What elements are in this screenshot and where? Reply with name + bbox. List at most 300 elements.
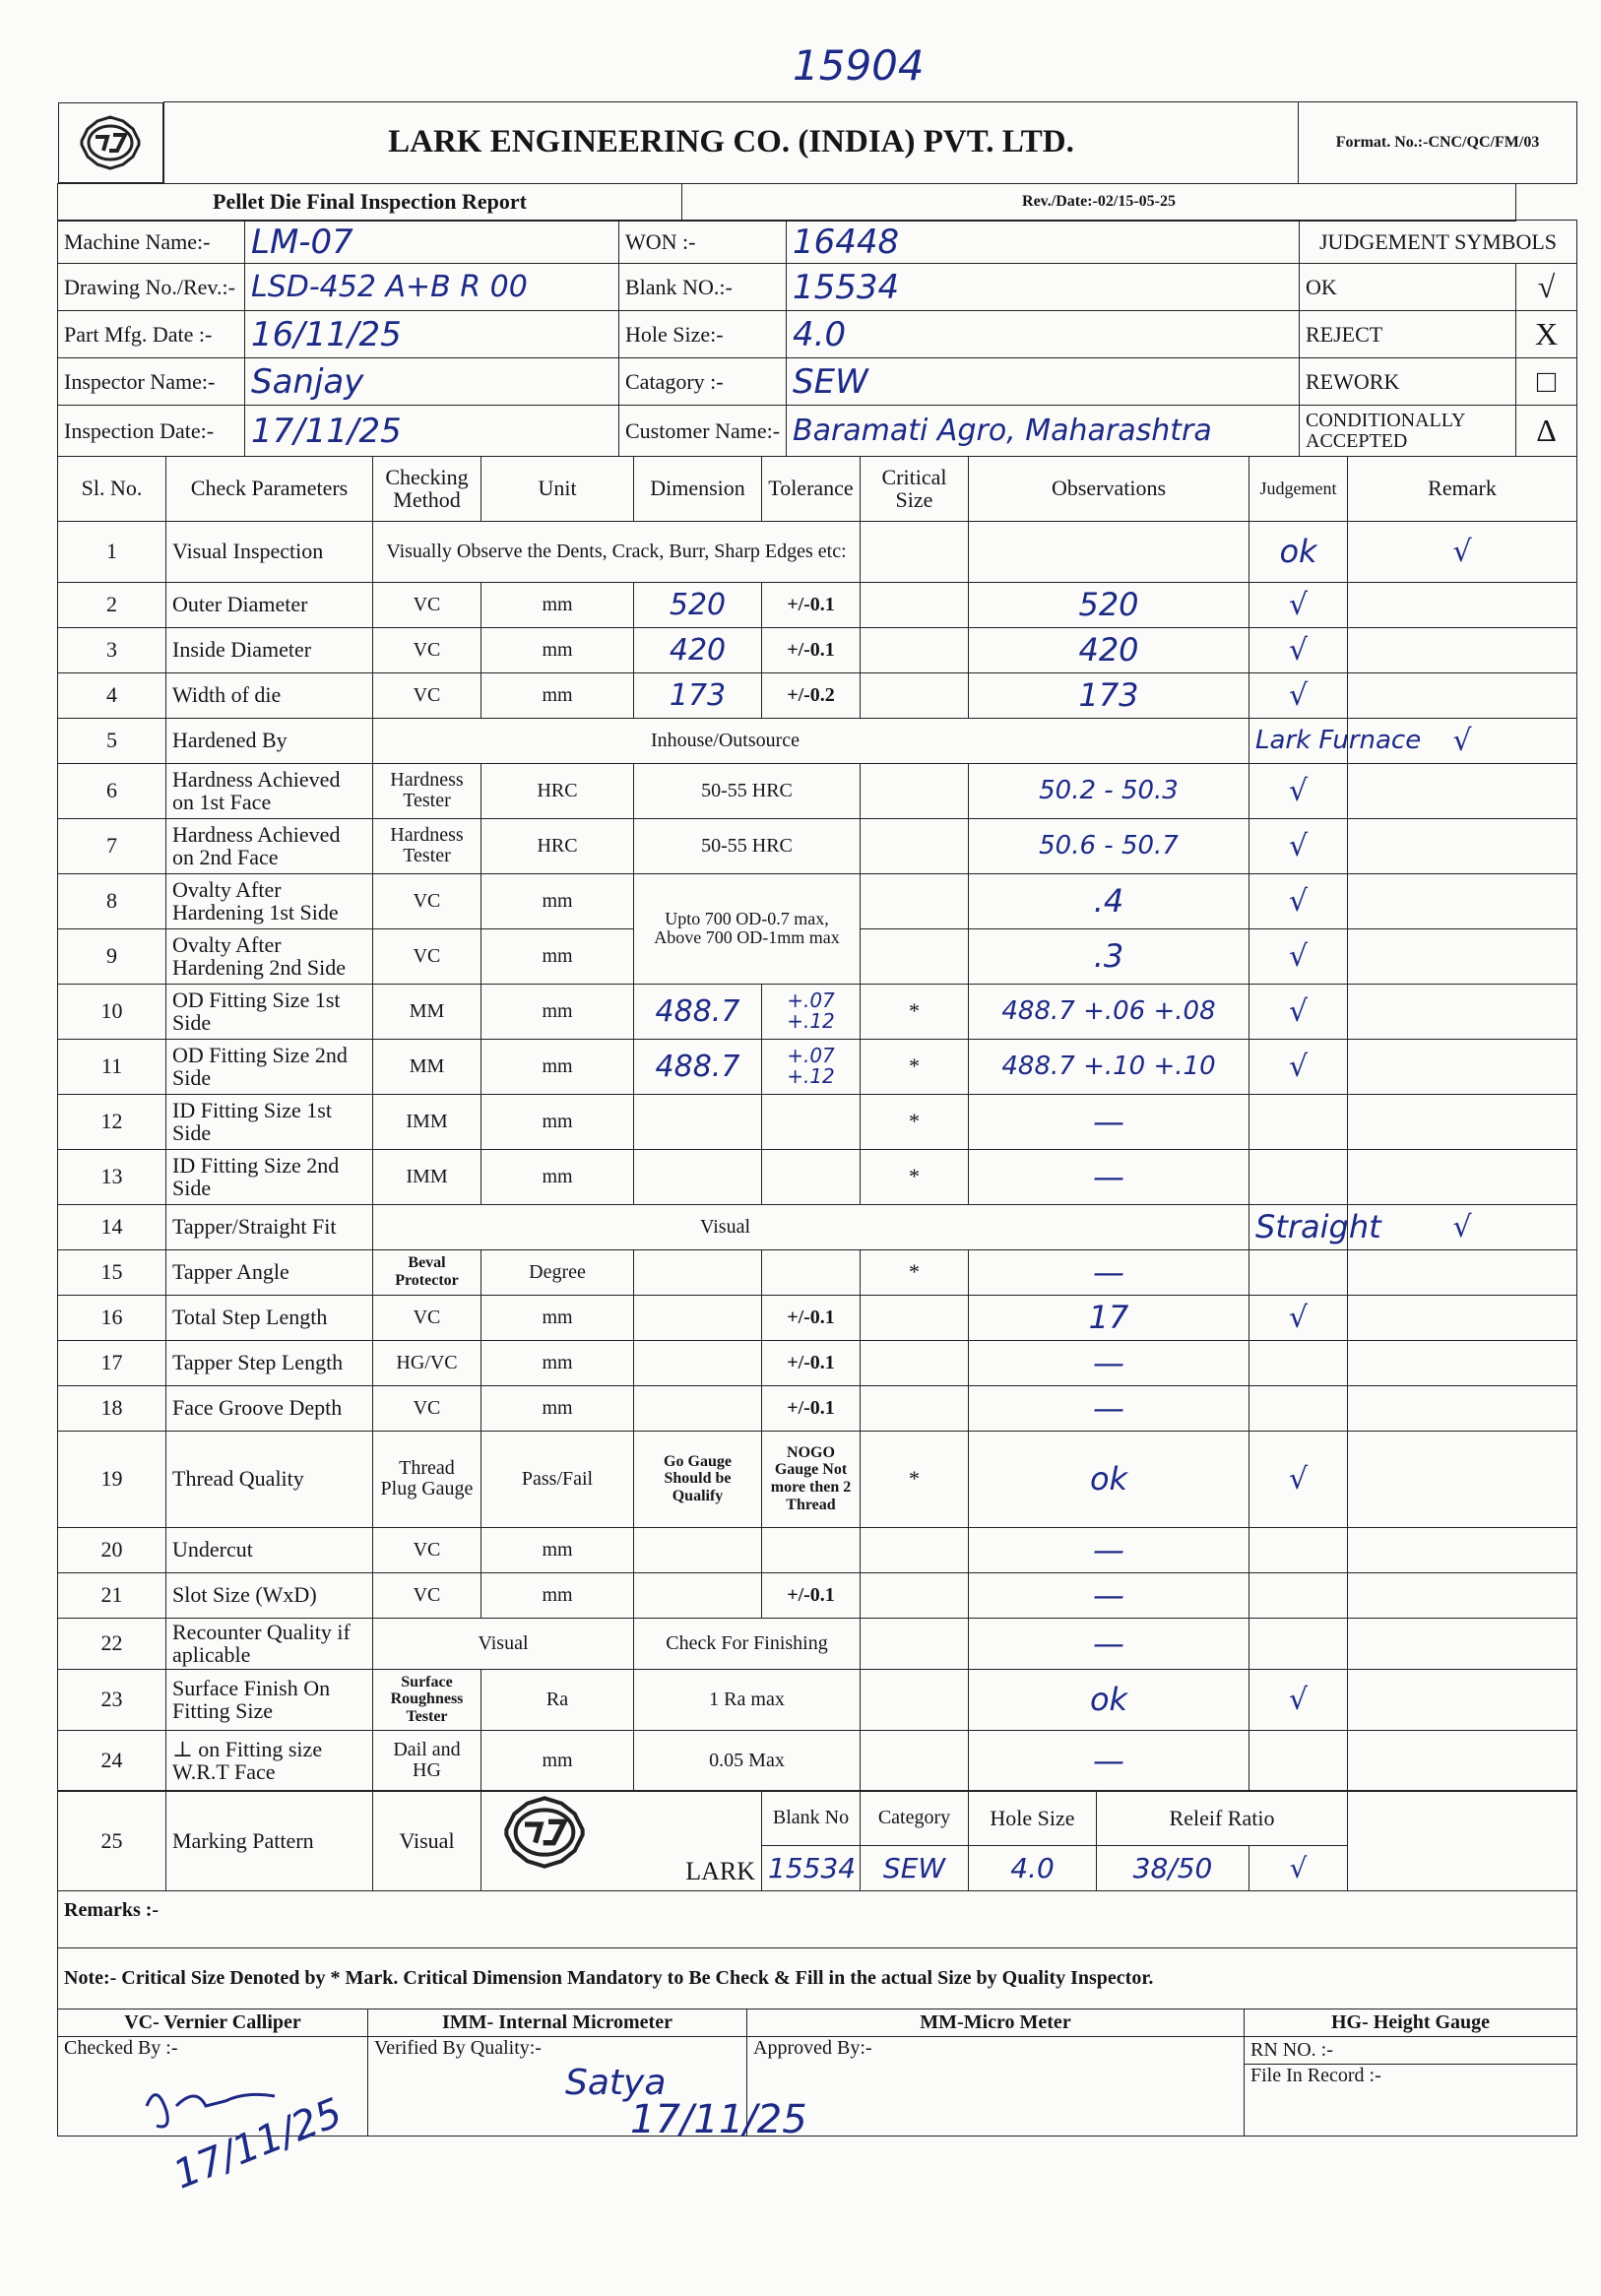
row-method: Hardness Tester (373, 763, 481, 818)
mfg-date-label: Part Mfg. Date :- (58, 311, 245, 358)
row-number: 14 (58, 1204, 166, 1249)
row-critical-mark (861, 763, 969, 818)
row-dimension: 173 (634, 672, 762, 718)
row-unit: mm (481, 1572, 634, 1618)
table-row (58, 1295, 1577, 1340)
format-number: Format. No.:-CNC/QC/FM/03 (1299, 102, 1577, 184)
row-dimension (634, 1295, 762, 1340)
row-method: MM (373, 984, 481, 1039)
row-remark (1348, 1340, 1577, 1385)
row-unit: mm (481, 984, 634, 1039)
row-method: IMM (373, 1094, 481, 1149)
row-judgement (1249, 1385, 1348, 1431)
table-row (58, 582, 1577, 627)
row-judgement (1249, 1149, 1348, 1204)
row-critical-mark (861, 1730, 969, 1791)
hole-size-label: Hole Size:- (619, 311, 787, 358)
row-observation: 173 (969, 672, 1249, 718)
inspection-date-value: 17/11/25 (245, 406, 619, 457)
row-dimension: Go Gauge Should be Qualify (634, 1431, 762, 1527)
row-remark (1348, 1149, 1577, 1204)
row-judgement: √ (1249, 984, 1348, 1039)
row-number: 7 (58, 818, 166, 873)
inspection-sheet (57, 101, 1576, 2103)
row-method: VC (373, 672, 481, 718)
row-dimension (634, 1094, 762, 1149)
row-critical-mark (861, 1295, 969, 1340)
row-method: VC (373, 873, 481, 928)
row-observation: — (969, 1527, 1249, 1572)
column-header: Remark (1348, 456, 1577, 521)
row-method: Surface Roughness Tester (373, 1669, 481, 1730)
column-header-row (58, 456, 1577, 521)
row-method: Beval Protector (373, 1249, 481, 1295)
verified-signature: Satya (565, 2062, 667, 2103)
row-dimension: 488.7 (634, 984, 762, 1039)
row-observation: 488.7 +.06 +.08 (969, 984, 1249, 1039)
row-observation: .4 (969, 873, 1249, 928)
table-row (58, 1572, 1577, 1618)
row-observation: Straight (1249, 1204, 1348, 1249)
row-unit: mm (481, 1094, 634, 1149)
row-method: VC (373, 1572, 481, 1618)
row-unit: mm (481, 582, 634, 627)
row-method: VC (373, 928, 481, 984)
table-row (58, 1669, 1577, 1730)
remarks-label: Remarks :- (58, 1890, 1577, 1947)
row-number: 21 (58, 1572, 166, 1618)
checked-by-label: Checked By :- (64, 2036, 178, 2059)
row-observation: ok (969, 1669, 1249, 1730)
row-check-parameter: Face Groove Depth (166, 1385, 373, 1431)
table-row (58, 1094, 1577, 1149)
row-observation: — (969, 1730, 1249, 1791)
blank-no-label: Blank NO.:- (619, 264, 787, 311)
column-header: Critical Size (861, 456, 969, 521)
table-row (58, 1618, 1577, 1669)
table-row (58, 1149, 1577, 1204)
row-remark (1348, 1572, 1577, 1618)
row-remark (1348, 1730, 1577, 1791)
row-tolerance: +/-0.2 (762, 672, 861, 718)
row-number: 8 (58, 873, 166, 928)
judgement-symbols-title: JUDGEMENT SYMBOLS (1300, 221, 1577, 264)
category-label: Catagory :- (619, 358, 787, 406)
row-method-span: Visually Observe the Dents, Crack, Burr, Sharp Edges etc: (373, 521, 861, 582)
row-tolerance: +.07 +.12 (762, 1039, 861, 1094)
inspection-table (57, 456, 1577, 1792)
marking-category-value: SEW (861, 1846, 969, 1891)
row-specification: 50-55 HRC (634, 763, 861, 818)
symbol-rework: □ (1516, 358, 1577, 406)
symbol-rework-label: REWORK (1300, 358, 1516, 406)
row-check-parameter: ID Fitting Size 2nd Side (166, 1149, 373, 1204)
row-remark (1348, 672, 1577, 718)
row-observation: 520 (969, 582, 1249, 627)
row-observation: 17 (969, 1295, 1249, 1340)
row-critical-mark (861, 1669, 969, 1730)
row-judgement: √ (1249, 1431, 1348, 1527)
header-table (57, 101, 1577, 222)
machine-name-value: LM-07 (245, 221, 619, 264)
row-observation: — (969, 1149, 1249, 1204)
row-number: 24 (58, 1730, 166, 1791)
row-observation: Lark Furnace (1249, 718, 1348, 763)
row-tolerance (762, 1094, 861, 1149)
row-method-span: Inhouse/Outsource (373, 718, 1249, 763)
approved-by-cell (747, 2036, 1245, 2136)
row-judgement: √ (1249, 1295, 1348, 1340)
row-check-parameter: Outer Diameter (166, 582, 373, 627)
row-tolerance (762, 1249, 861, 1295)
row-remark (1348, 627, 1577, 672)
marking-row-param: Marking Pattern (166, 1791, 373, 1891)
row-check-parameter: Undercut (166, 1527, 373, 1572)
row-number: 11 (58, 1039, 166, 1094)
row-critical-mark (861, 1340, 969, 1385)
marking-header-blank: Blank No (762, 1791, 861, 1846)
row-unit: mm (481, 1527, 634, 1572)
row-number: 23 (58, 1669, 166, 1730)
blank-no-value: 15534 (787, 264, 1300, 311)
row-critical-mark: * (861, 1039, 969, 1094)
row-method-span: Visual (373, 1204, 1249, 1249)
row-judgement (1249, 1618, 1348, 1669)
critical-note: Note:- Critical Size Denoted by * Mark. Critical Dimension Mandatory to Be Check & Fill in the actual Size by Quality Inspector. (58, 1947, 1577, 2009)
approved-by-label: Approved By:- (753, 2036, 872, 2059)
row-remark (1348, 1094, 1577, 1149)
marking-remark (1348, 1791, 1577, 1891)
row-method: VC (373, 1385, 481, 1431)
row-tolerance (762, 1149, 861, 1204)
row-tolerance: +/-0.1 (762, 582, 861, 627)
table-row (58, 763, 1577, 818)
row-critical-mark: * (861, 1249, 969, 1295)
row-method: IMM (373, 1149, 481, 1204)
company-logo (58, 102, 164, 183)
row-check-parameter: ⊥ on Fitting size W.R.T Face (166, 1730, 373, 1791)
inspection-date-label: Inspection Date:- (58, 406, 245, 457)
row-number: 22 (58, 1618, 166, 1669)
legend-hg: HG- Height Gauge (1245, 2009, 1577, 2036)
row-check-parameter: Tapper/Straight Fit (166, 1204, 373, 1249)
row-judgement: √ (1249, 672, 1348, 718)
row-critical-mark (861, 627, 969, 672)
row-unit: mm (481, 928, 634, 984)
mfg-date-value: 16/11/25 (245, 311, 619, 358)
row-judgement (1249, 1094, 1348, 1149)
symbol-ok-label: OK (1300, 264, 1516, 311)
row-unit: mm (481, 1385, 634, 1431)
row-critical (969, 521, 1249, 582)
row-method: VC (373, 582, 481, 627)
row-specification: Check For Finishing (634, 1618, 861, 1669)
symbol-reject: X (1516, 311, 1577, 358)
row-method-span: Visual (373, 1618, 634, 1669)
row-dimension (634, 1149, 762, 1204)
table-row (58, 627, 1577, 672)
row-method: HG/VC (373, 1340, 481, 1385)
marking-judgement: √ (1249, 1846, 1348, 1891)
row-observation: 50.2 - 50.3 (969, 763, 1249, 818)
row-check-parameter: Recounter Quality if aplicable (166, 1618, 373, 1669)
row-check-parameter: ID Fitting Size 1st Side (166, 1094, 373, 1149)
row-unit: HRC (481, 818, 634, 873)
won-label: WON :- (619, 221, 787, 264)
row-observation: — (969, 1094, 1249, 1149)
row-tolerance: NOGO Gauge Not more then 2 Thread (762, 1431, 861, 1527)
marking-row-method: Visual (373, 1791, 481, 1891)
top-handwritten-number: 15904 (793, 41, 925, 90)
row-number: 10 (58, 984, 166, 1039)
footer-table (57, 1890, 1577, 2137)
row-unit: mm (481, 873, 634, 928)
row-remark (1348, 1039, 1577, 1094)
row-check-parameter: Thread Quality (166, 1431, 373, 1527)
marking-hole-value: 4.0 (969, 1846, 1097, 1891)
symbol-ok: √ (1516, 264, 1577, 311)
row-observation: 420 (969, 627, 1249, 672)
row-unit: mm (481, 1295, 634, 1340)
symbol-reject-label: REJECT (1300, 311, 1516, 358)
row-judgement (1249, 1340, 1348, 1385)
row-judgement (1249, 1572, 1348, 1618)
row-critical-mark (861, 873, 969, 928)
row-judgement: √ (1249, 1039, 1348, 1094)
row-number: 16 (58, 1295, 166, 1340)
row-method: VC (373, 1295, 481, 1340)
row-check-parameter: Inside Diameter (166, 627, 373, 672)
row-number: 6 (58, 763, 166, 818)
table-row (58, 718, 1577, 763)
row-check-parameter: Tapper Angle (166, 1249, 373, 1295)
row-check-parameter: Hardness Achieved on 1st Face (166, 763, 373, 818)
row-unit: mm (481, 627, 634, 672)
row-check-parameter: Tapper Step Length (166, 1340, 373, 1385)
table-row (58, 984, 1577, 1039)
row-judgement (1249, 1730, 1348, 1791)
row-remark (1348, 1249, 1577, 1295)
row-check-parameter: Ovalty After Hardening 2nd Side (166, 928, 373, 984)
row-remark (1348, 1618, 1577, 1669)
row-remark (1348, 1385, 1577, 1431)
row-observation: ok (969, 1431, 1249, 1527)
row-check-parameter: OD Fitting Size 1st Side (166, 984, 373, 1039)
row-judgement: √ (1348, 521, 1577, 582)
row-critical (861, 1618, 969, 1669)
row-critical-mark (861, 1572, 969, 1618)
hole-size-value: 4.0 (787, 311, 1300, 358)
column-header: Observations (969, 456, 1249, 521)
row-method: Hardness Tester (373, 818, 481, 873)
table-row (58, 873, 1577, 928)
legend-imm: IMM- Internal Micrometer (368, 2009, 747, 2036)
row-tolerance: +/-0.1 (762, 1340, 861, 1385)
row-remark (1348, 873, 1577, 928)
row-dimension (634, 1340, 762, 1385)
row-unit: mm (481, 1340, 634, 1385)
row-check-parameter: Total Step Length (166, 1295, 373, 1340)
column-header: Judgement (1249, 456, 1348, 521)
table-row (58, 1431, 1577, 1527)
row-observation: — (969, 1572, 1249, 1618)
row-number: 15 (58, 1249, 166, 1295)
row-judgement (1249, 1527, 1348, 1572)
row-number: 9 (58, 928, 166, 984)
marking-lark-text: LARK (685, 1857, 755, 1885)
row-unit: Ra (481, 1669, 634, 1730)
legend-vc: VC- Vernier Calliper (58, 2009, 368, 2036)
row-unit: mm (481, 1039, 634, 1094)
gear-logo-icon (66, 113, 155, 172)
row-observation: — (969, 1249, 1249, 1295)
legend-mm: MM-Micro Meter (747, 2009, 1245, 2036)
file-in-record-label: File In Record :- (1245, 2064, 1577, 2136)
row-critical-mark (861, 1385, 969, 1431)
row-check-parameter: Width of die (166, 672, 373, 718)
row-unit: mm (481, 672, 634, 718)
row-number: 4 (58, 672, 166, 718)
row-critical-mark: * (861, 1149, 969, 1204)
marking-header-category: Category (861, 1791, 969, 1846)
marking-header-relief: Releif Ratio (1097, 1791, 1348, 1846)
row-check-parameter: Slot Size (WxD) (166, 1572, 373, 1618)
row-judgement: √ (1348, 1204, 1577, 1249)
row-dimension: 488.7 (634, 1039, 762, 1094)
row-tolerance: +/-0.1 (762, 627, 861, 672)
row-critical-mark (861, 928, 969, 984)
row-specification: 50-55 HRC (634, 818, 861, 873)
table-row (58, 1204, 1577, 1249)
marking-table (57, 1790, 1577, 1891)
row-check-parameter: Visual Inspection (166, 521, 373, 582)
row-number: 19 (58, 1431, 166, 1527)
row-check-parameter: Ovalty After Hardening 1st Side (166, 873, 373, 928)
row-method: MM (373, 1039, 481, 1094)
table-row (58, 521, 1577, 582)
ovalty-specification: Upto 700 OD-0.7 max, Above 700 OD-1mm max (634, 873, 861, 984)
revision-date: Rev./Date:-02/15-05-25 (682, 183, 1516, 221)
row-judgement: √ (1249, 873, 1348, 928)
row-unit: Degree (481, 1249, 634, 1295)
won-value: 16448 (787, 221, 1300, 264)
row-tolerance: +/-0.1 (762, 1385, 861, 1431)
row-check-parameter: Hardened By (166, 718, 373, 763)
row-dimension: 520 (634, 582, 762, 627)
symbol-conditional: Δ (1516, 406, 1577, 457)
row-number: 2 (58, 582, 166, 627)
row-remark (1348, 818, 1577, 873)
row-observation: 50.6 - 50.7 (969, 818, 1249, 873)
row-remark (1348, 763, 1577, 818)
column-header: Check Parameters (166, 456, 373, 521)
column-header: Unit (481, 456, 634, 521)
row-judgement: √ (1249, 1669, 1348, 1730)
gear-logo-icon (485, 1793, 604, 1872)
marking-blank-value: 15534 (762, 1846, 861, 1891)
report-title: Pellet Die Final Inspection Report (58, 183, 682, 221)
table-row (58, 1340, 1577, 1385)
column-header: Sl. No. (58, 456, 166, 521)
row-critical-mark (861, 818, 969, 873)
category-value: SEW (787, 358, 1300, 406)
row-unit: Pass/Fail (481, 1431, 634, 1527)
table-row (58, 1385, 1577, 1431)
row-method: Thread Plug Gauge (373, 1431, 481, 1527)
row-remark (1348, 984, 1577, 1039)
row-critical-mark: * (861, 984, 969, 1039)
row-remark (1348, 928, 1577, 984)
row-judgement: √ (1348, 718, 1577, 763)
column-header: Dimension (634, 456, 762, 521)
row-unit: mm (481, 1149, 634, 1204)
machine-name-label: Machine Name:- (58, 221, 245, 264)
row-number: 18 (58, 1385, 166, 1431)
row-remark (1348, 1295, 1577, 1340)
table-row (58, 672, 1577, 718)
row-observation: — (969, 1340, 1249, 1385)
table-row (58, 1730, 1577, 1791)
row-specification: 0.05 Max (634, 1730, 861, 1791)
row-number: 1 (58, 521, 166, 582)
row-dimension (634, 1572, 762, 1618)
inspector-name-label: Inspector Name:- (58, 358, 245, 406)
row-dimension: 420 (634, 627, 762, 672)
row-observation: — (969, 1385, 1249, 1431)
customer-name-value: Baramati Agro, Maharashtra (787, 406, 1300, 457)
verified-by-date: 17/11/25 (630, 2097, 807, 2142)
marking-relief-value: 38/50 (1097, 1846, 1249, 1891)
row-unit: HRC (481, 763, 634, 818)
row-number: 20 (58, 1527, 166, 1572)
row-remark (1348, 1527, 1577, 1572)
company-name: LARK ENGINEERING CO. (INDIA) PVT. LTD. (164, 102, 1299, 184)
row-remark (1348, 582, 1577, 627)
row-dimension (634, 1527, 762, 1572)
row-number: 3 (58, 627, 166, 672)
row-observation: 488.7 +.10 +.10 (969, 1039, 1249, 1094)
row-unit: mm (481, 1730, 634, 1791)
row-critical-mark: * (861, 1431, 969, 1527)
row-observation: — (969, 1618, 1249, 1669)
info-table (57, 220, 1577, 457)
column-header: Tolerance (762, 456, 861, 521)
marking-row-number: 25 (58, 1791, 166, 1891)
row-method: Dail and HG (373, 1730, 481, 1791)
row-check-parameter: OD Fitting Size 2nd Side (166, 1039, 373, 1094)
row-dimension (634, 1249, 762, 1295)
row-judgement: √ (1249, 763, 1348, 818)
verified-by-label: Verified By Quality:- (374, 2036, 542, 2059)
marking-header-hole: Hole Size (969, 1791, 1097, 1846)
row-observation: ok (1249, 521, 1348, 582)
row-number: 12 (58, 1094, 166, 1149)
customer-name-label: Customer Name:- (619, 406, 787, 457)
table-row (58, 1039, 1577, 1094)
row-judgement: √ (1249, 928, 1348, 984)
row-remark (1348, 1431, 1577, 1527)
row-critical-mark (861, 582, 969, 627)
row-observation: .3 (969, 928, 1249, 984)
drawing-no-label: Drawing No./Rev.:- (58, 264, 245, 311)
row-critical-mark (861, 672, 969, 718)
rn-no-label: RN NO. :- (1245, 2036, 1577, 2064)
row-judgement: √ (1249, 627, 1348, 672)
checked-by-date: 17/11/25 (167, 2089, 349, 2199)
row-judgement: √ (1249, 818, 1348, 873)
symbol-conditional-label: CONDITIONALLY ACCEPTED (1300, 406, 1516, 457)
row-critical-mark (861, 1527, 969, 1572)
